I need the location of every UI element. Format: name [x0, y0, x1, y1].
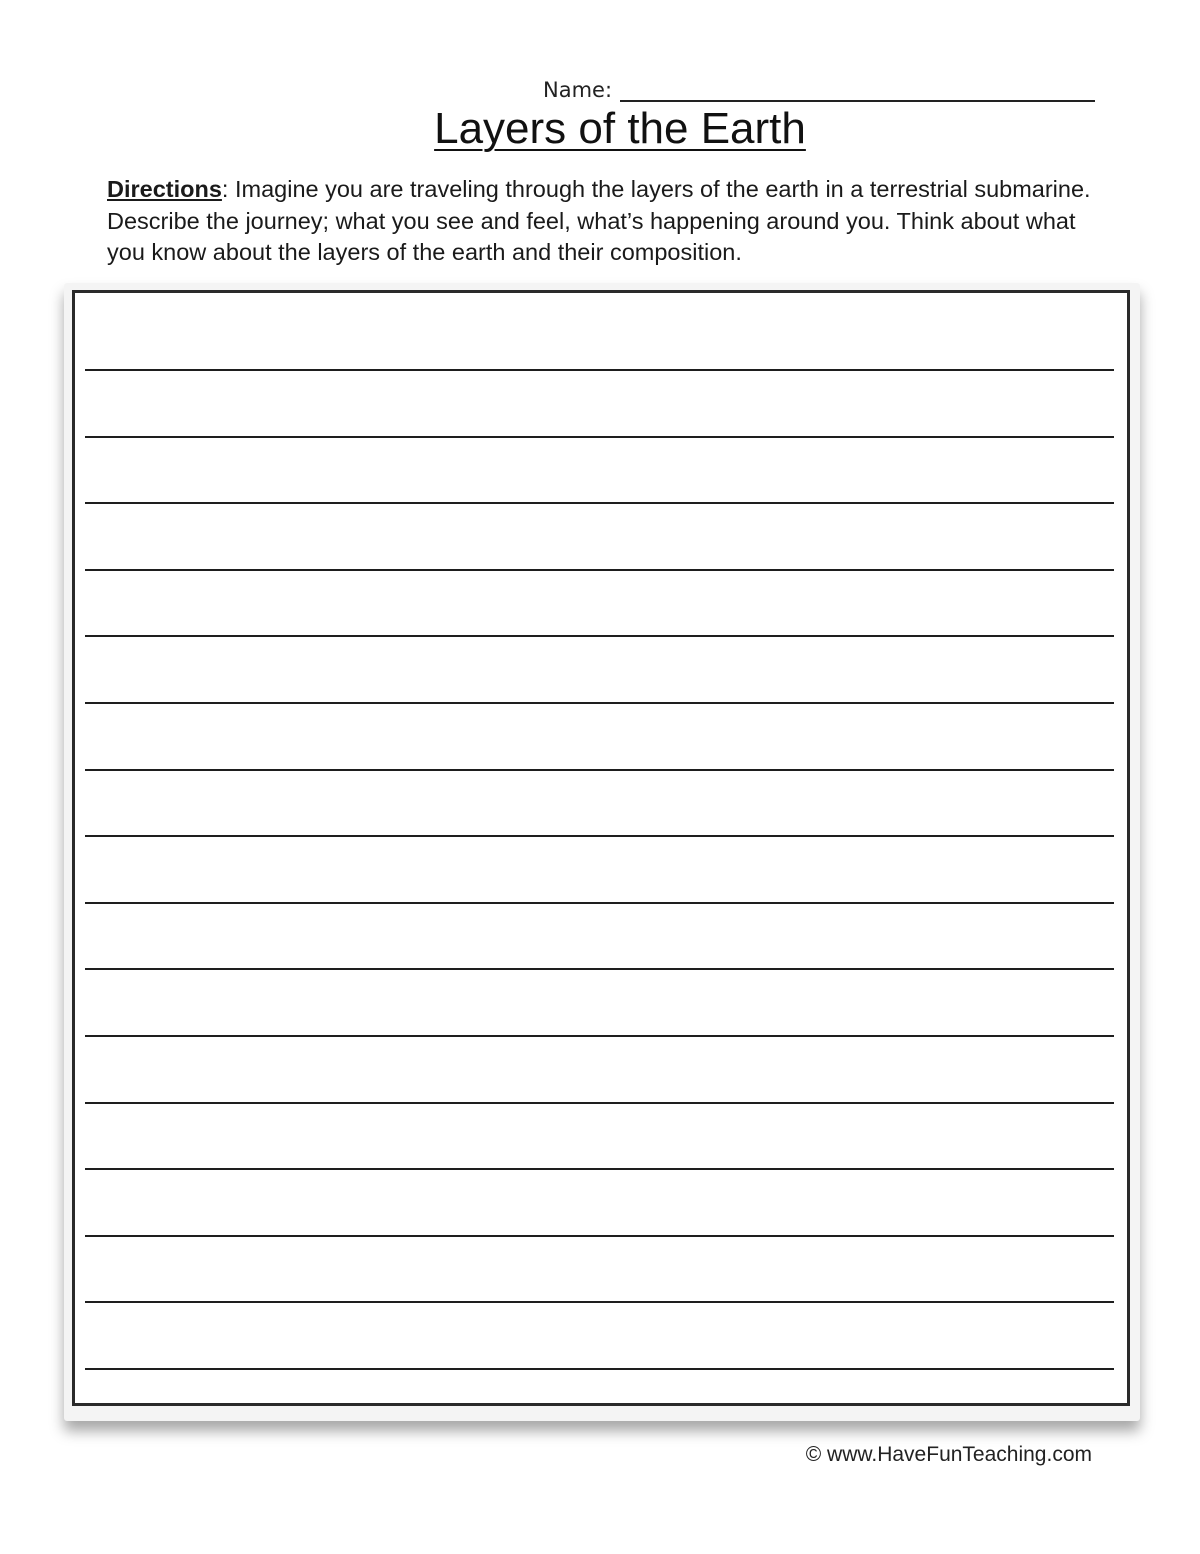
writing-line[interactable]	[85, 835, 1114, 837]
writing-line[interactable]	[85, 1301, 1114, 1303]
writing-line[interactable]	[85, 635, 1114, 637]
name-label: Name:	[543, 78, 613, 102]
writing-line[interactable]	[85, 1102, 1114, 1104]
writing-line[interactable]	[85, 1235, 1114, 1237]
writing-line[interactable]	[85, 369, 1114, 371]
writing-line[interactable]	[85, 769, 1114, 771]
writing-line[interactable]	[85, 1168, 1114, 1170]
writing-line[interactable]	[85, 436, 1114, 438]
directions-text: : Imagine you are traveling through the layers of the earth in a terrestrial submarine. Describe the journey; what you see and feel, what’s happening around you. Think about what you know about the layers of the earth and their composition.	[107, 176, 1091, 265]
name-field-row	[543, 72, 1095, 102]
copyright-footer: © www.HaveFunTeaching.com	[805, 1443, 1092, 1466]
writing-line[interactable]	[85, 702, 1114, 704]
writing-line[interactable]	[85, 502, 1114, 504]
writing-line[interactable]	[85, 968, 1114, 970]
writing-line[interactable]	[85, 569, 1114, 571]
writing-box	[72, 290, 1130, 1406]
name-blank-line[interactable]	[620, 76, 1095, 102]
writing-line[interactable]	[85, 1035, 1114, 1037]
worksheet-title: Layers of the Earth	[434, 104, 806, 153]
directions-paragraph	[107, 174, 1097, 269]
directions-label: Directions	[107, 176, 222, 202]
writing-line[interactable]	[85, 902, 1114, 904]
writing-line[interactable]	[85, 1368, 1114, 1370]
